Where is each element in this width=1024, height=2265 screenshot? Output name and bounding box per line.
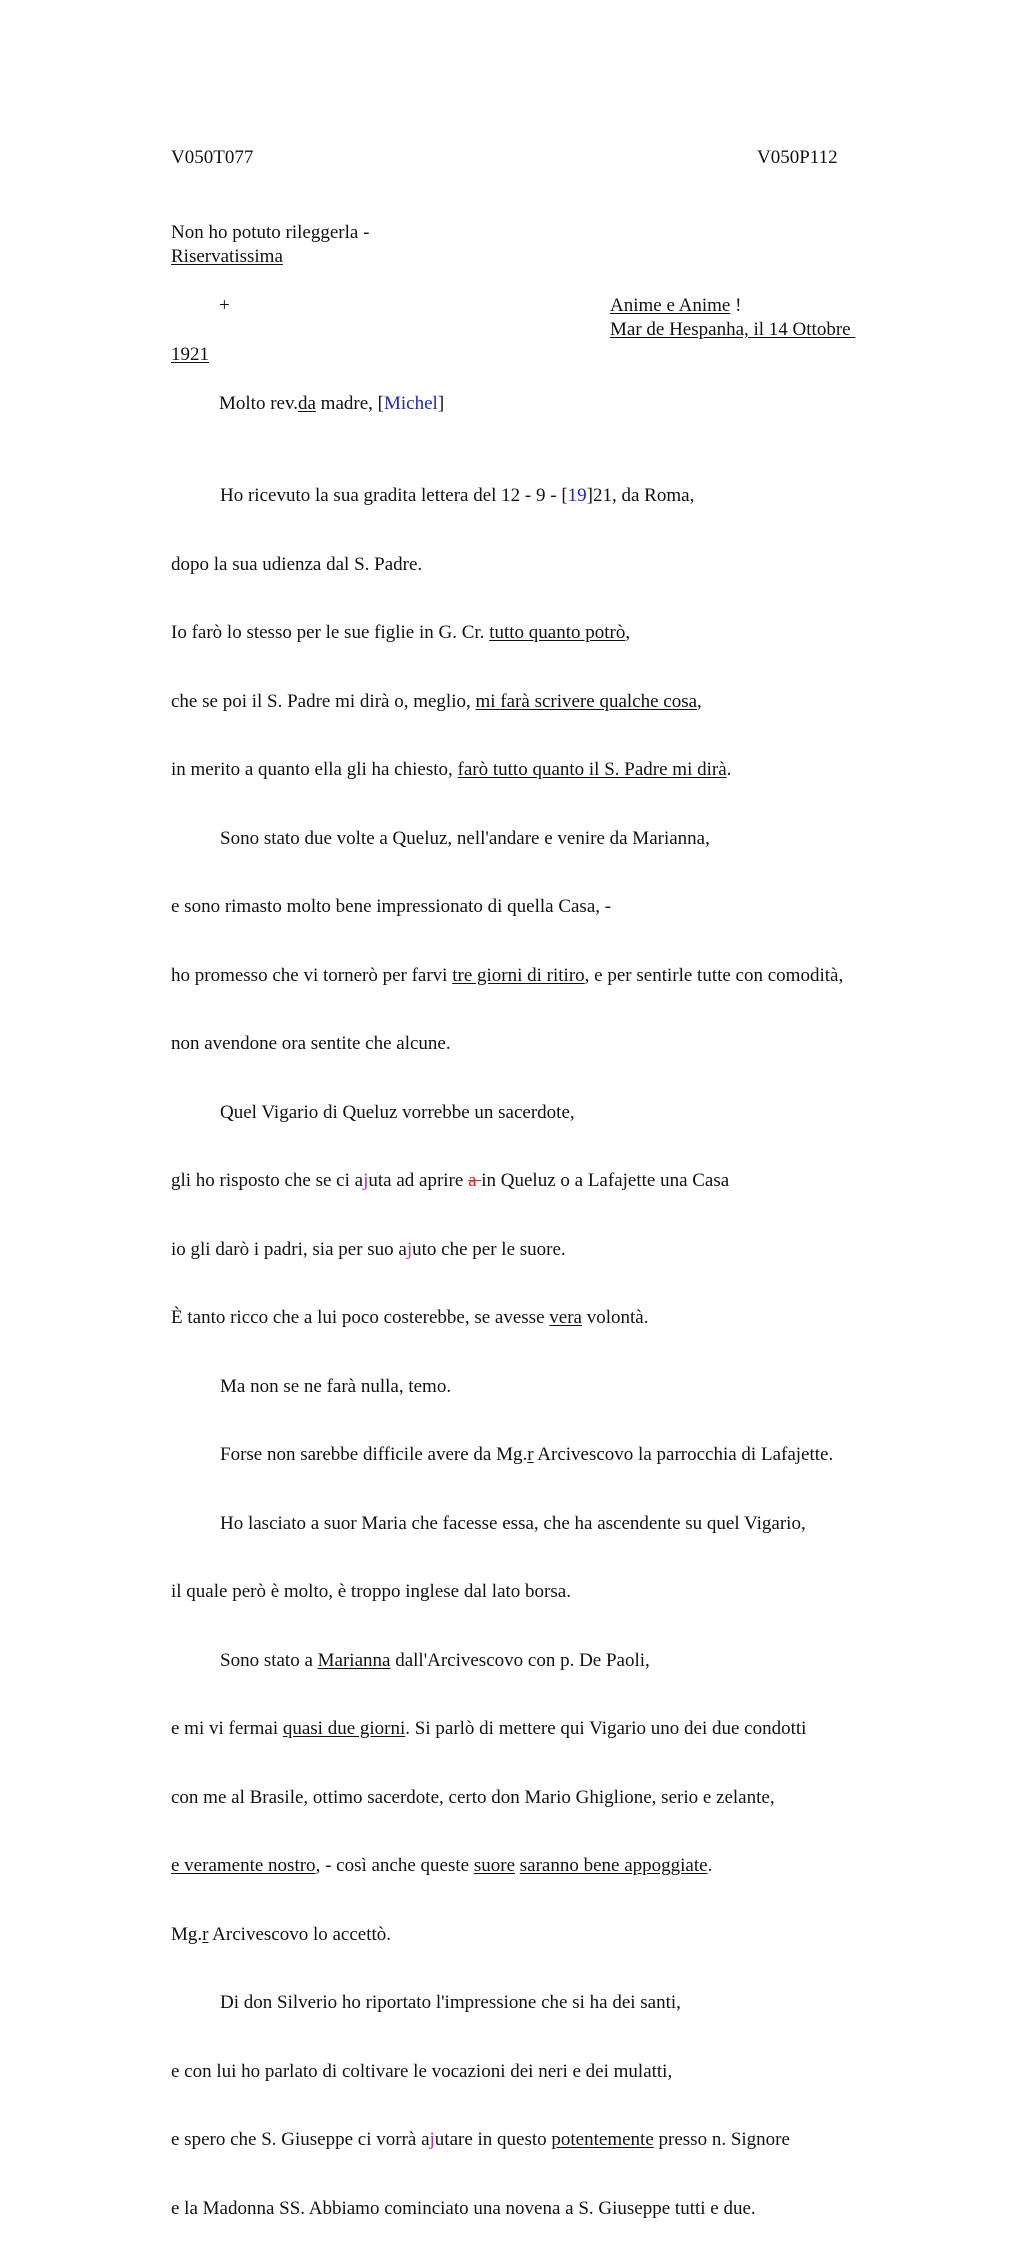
underlined-text: suore [473, 1855, 515, 1876]
body-line [171, 1306, 931, 1331]
body-line [171, 1854, 931, 1879]
text-run: in Queluz o a Lafajette una Casa [481, 1170, 730, 1191]
text-run: , [625, 622, 631, 643]
text-run: ho promesso che vi tornerò per farvi [171, 964, 453, 986]
body-line: il quale però è molto, è troppo inglese dal lato borsa. [171, 1581, 571, 1602]
cross-symbol: + [219, 295, 230, 316]
body-line [171, 1238, 931, 1263]
body-line [171, 1923, 931, 1948]
spelling-variant: j [406, 1238, 413, 1260]
text-run: Ho ricevuto la sua gradita lettera del 12 - 9 - [ [220, 485, 568, 506]
year: 1921 [171, 344, 209, 365]
text-run: Io farò lo stesso per le sue figlie in G. Cr. [171, 622, 490, 643]
body-line [171, 484, 931, 509]
deleted-text: a [468, 1170, 482, 1191]
body-line: dopo la sua udienza dal S. Padre. [171, 553, 423, 575]
underlined-text: potentemente [551, 2129, 654, 2150]
underlined-text: tre giorni di ritiro [452, 964, 585, 986]
body-line: con me al Brasile, ottimo sacerdote, certo don Mario Ghiglione, serio e zelante, [171, 1786, 775, 1808]
text-run: utare in questo [434, 2129, 552, 2150]
text-run: uta ad aprire [368, 1170, 469, 1191]
body-line [171, 690, 931, 715]
underlined-text: Marianna [317, 1649, 391, 1671]
text-run: Forse non sarebbe difficile avere da Mg. [220, 1444, 528, 1465]
motto-exclamation: ! [730, 295, 742, 316]
spelling-variant: j [363, 1170, 369, 1191]
motto [610, 294, 741, 318]
body-line: e la Madonna SS. Abbiamo cominciato una novena a S. Giuseppe tutti e due. [171, 2197, 756, 2219]
text-run: gli ho risposto che se ci a [171, 1170, 364, 1191]
body-line [171, 758, 931, 783]
body-line: e con lui ho parlato di coltivare le vocazioni dei neri e dei mulatti, [171, 2060, 673, 2082]
text-run: Sono stato a [220, 1649, 318, 1671]
underlined-text: r [202, 1923, 209, 1945]
text-run: , [697, 690, 702, 712]
text-run: in merito a quanto ella gli ha chiesto, [171, 759, 458, 780]
body-line: Ho lasciato a suor Maria che facesse essa, che ha ascendente su quel Vigario, [220, 1512, 806, 1534]
underlined-text: saranno bene appoggiate [519, 1855, 708, 1876]
place-date: Mar de Hespanha, il 14 Ottobre [610, 319, 856, 340]
underlined-text: quasi due giorni [282, 1718, 406, 1739]
body-line [171, 964, 931, 989]
text-run: . [707, 1855, 713, 1876]
underlined-text: vera [549, 1307, 582, 1328]
body-line [171, 1717, 931, 1742]
text-run: dall'Arcivescovo con p. De Paoli, [390, 1649, 650, 1671]
text-run: presso n. Signore [653, 2129, 790, 2150]
body-line: Sono stato due volte a Queluz, nell'andare e venire da Marianna, [220, 827, 710, 849]
text-run: Arcivescovo lo accettò. [208, 1923, 392, 1945]
salutation [219, 392, 444, 416]
text-run: che se poi il S. Padre mi dirà o, meglio, [171, 690, 476, 712]
text-run: e mi vi fermai [171, 1718, 283, 1739]
body-line [171, 1649, 931, 1674]
body-line: Quel Vigario di Queluz vorrebbe un sacerdote, [220, 1101, 575, 1123]
text-run: Mg. [171, 1923, 203, 1945]
text-run: È tanto ricco che a lui poco costerebbe, se avesse [171, 1307, 550, 1328]
text-run: e spero che S. Giuseppe ci vorrà a [171, 2129, 430, 2150]
document-code-left: V050T077 [171, 147, 254, 168]
body-line: e sono rimasto molto bene impressionato di quella Casa, - [171, 896, 612, 917]
text-run: uto che per le suore. [412, 1238, 566, 1260]
body-line: non avendone ora sentite che alcune. [171, 1033, 451, 1054]
spelling-variant: j [429, 2129, 435, 2150]
underlined-text: e veramente nostro [171, 1855, 316, 1876]
body-line [171, 2128, 931, 2153]
body-line [171, 1443, 931, 1468]
note-line: Non ho potuto rileggerla - [171, 222, 370, 243]
editorial-insertion: 19 [567, 485, 587, 506]
underlined-text: r [527, 1444, 534, 1465]
text-run: . [726, 759, 732, 780]
body-line: Di don Silverio ho riportato l'impressione che si ha dei santi, [220, 1992, 681, 2013]
motto-text: Anime e Anime [610, 295, 731, 316]
salutation-part: da [297, 393, 316, 414]
underlined-text: farò tutto quanto il S. Padre mi dirà [457, 759, 727, 780]
text-run: . Si parlò di mettere qui Vigario uno dei due condotti [405, 1718, 807, 1739]
text-run: volontà. [581, 1307, 649, 1328]
underlined-text: mi farà scrivere qualche cosa [475, 690, 698, 712]
body-line [171, 621, 931, 646]
underlined-text: tutto quanto potrò [489, 622, 626, 643]
body-line: Ma non se ne farà nulla, temo. [220, 1375, 452, 1397]
body-line [171, 1169, 931, 1194]
editorial-insertion: Michel [383, 393, 438, 414]
confidential-note: Riservatissima [171, 246, 283, 267]
salutation-part: madre, [ [315, 393, 384, 414]
text-run: ]21, da Roma, [586, 485, 695, 506]
text-run: , - così anche queste [315, 1855, 474, 1876]
salutation-part: ] [437, 393, 445, 414]
text-run: Arcivescovo la parrocchia di Lafajette. [533, 1444, 834, 1465]
text-run: io gli darò i padri, sia per suo a [171, 1238, 407, 1260]
salutation-part: Molto rev. [219, 393, 298, 414]
letter-body [171, 440, 931, 2265]
document-code-right: V050P112 [757, 147, 838, 168]
text-run: , e per sentirle tutte con comodità, [584, 964, 844, 986]
